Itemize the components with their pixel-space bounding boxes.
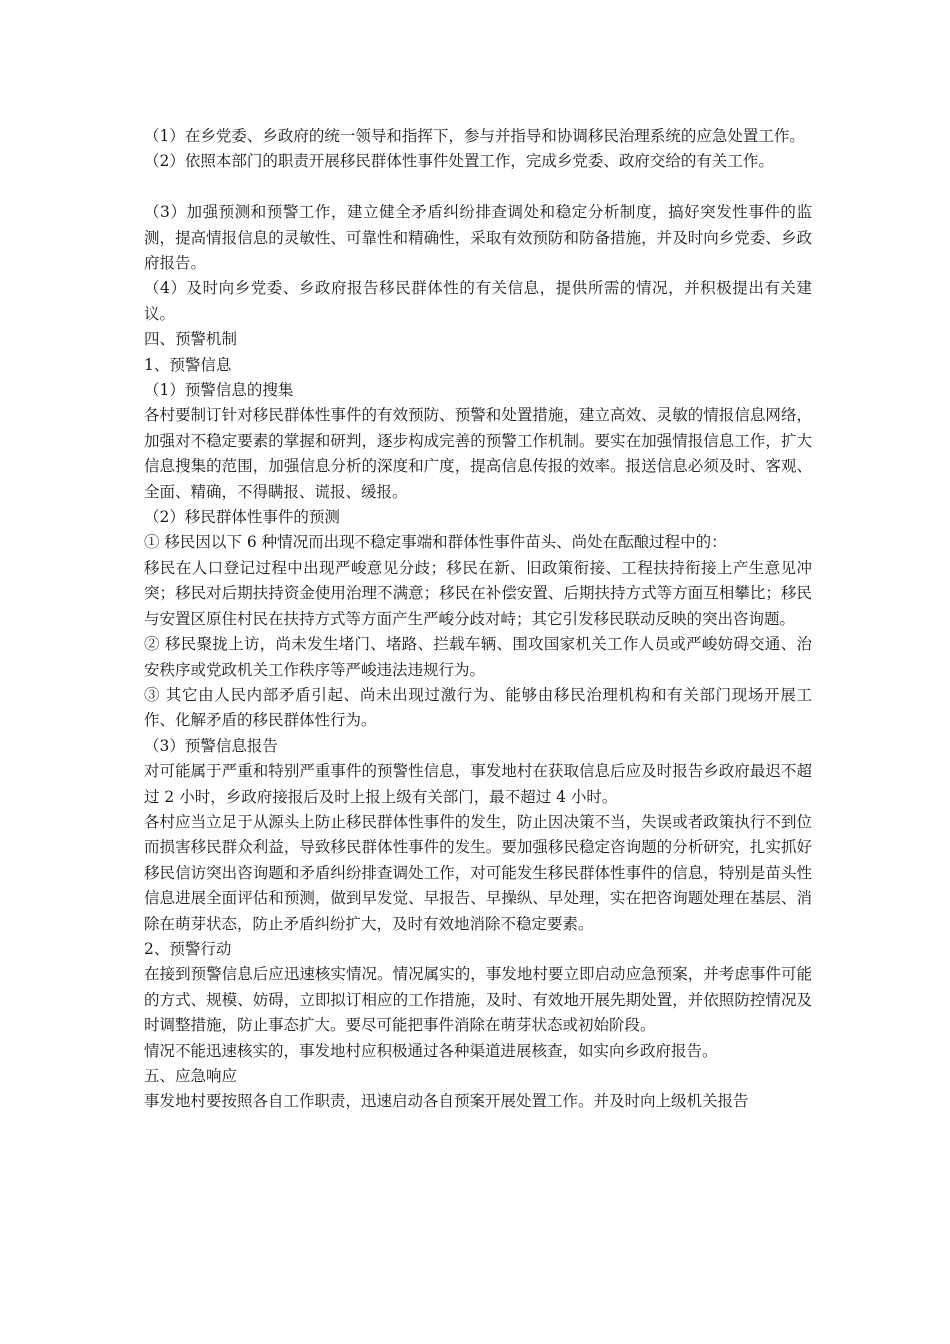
paragraph-duty-2: （2）依照本部门的职责开展移民群体性事件处置工作，完成乡党委、政府交给的有关工作。: [144, 152, 774, 171]
paragraph-verification: 情况不能迅速核实的，事发地村应积极通过各种渠道进展核查，如实向乡政府报告。: [144, 1041, 718, 1060]
paragraph-duty-4: （4）及时向乡党委、乡政府报告移民群体性的有关信息，提供所需的情况，并积极提出有关建议。: [144, 279, 812, 323]
subheading-warning-action: 2、预警行动: [144, 939, 232, 958]
subheading-info-report: （3）预警信息报告: [144, 736, 278, 755]
paragraph-info-collection: 各村要制订针对移民群体性事件的有效预防、预警和处置措施，建立高效、灵敏的情报信息网络，加强对不稳定要素的掌握和研判，逐步构成完善的预警工作机制。要实在加强情报信息工作，扩大信息搜集的范围，加强信息分析的深度和广度，提高信息传报的效率。报送信息必须及时、客观、全面、精确，不得瞒报、谎报、缓报。: [144, 406, 812, 501]
paragraph-prediction-item-3: ③ 其它由人民内部矛盾引起、尚未出现过激行为、能够由移民治理机构和有关部门现场开展工作、化解矛盾的移民群体性行为。: [144, 685, 812, 730]
blank-line: [144, 175, 812, 200]
paragraph-prediction-detail: 移民在人口登记过程中出现严峻意见分歧；移民在新、旧政策衔接、工程扶持衔接上产生意见冲突；移民对后期扶持资金使用治理不满意；移民在补偿安置、后期扶持方式等方面互相攀比；移民与安置区原住村民在扶持方式等方面产生严峻分歧对峙；其它引发移民联动反映的突出咨询题。: [144, 558, 812, 628]
paragraph-warning-action: 在接到预警信息后应迅速核实情况。情况属实的，事发地村要立即启动应急预案，并考虑事件可能的方式、规模、妨碍，立即拟订相应的工作措施，及时、有效地开展先期处置，并依照防控情况及时调整措施，防止事态扩大。要尽可能把事件消除在萌芽状态或初始阶段。: [144, 965, 812, 1035]
paragraph-report-timing: 对可能属于严重和特别严重事件的预警性信息，事发地村在获取信息后应及时报告乡政府最迟不超过 2 小时，乡政府接报后及时上报上级有关部门，最不超过 4 小时。: [144, 762, 812, 806]
paragraph-duty-1: （1）在乡党委、乡政府的统一领导和指挥下，参与并指导和协调移民治理系统的应急处置工作。: [144, 127, 805, 145]
paragraph-source-prevention: 各村应当立足于从源头上防止移民群体性事件的发生，防止因决策不当，失误或者政策执行不到位而损害移民群众利益，导致移民群体性事件的发生。要加强移民稳定咨询题的分析研究，扎实抓好移民信访突出咨询题和矛盾纠纷排查调处工作，对可能发生移民群体性事件的信息，特别是苗头性信息进展全面评估和预测，做到早发觉、早报告、早操纵、早处理，实在把咨询题处理在基层、消除在萌芽状态，防止矛盾纠纷扩大，及时有效地消除不稳定要素。: [144, 812, 812, 933]
subheading-warning-info: 1、预警信息: [144, 355, 232, 374]
paragraph-prediction-item-2: ② 移民聚拢上访，尚未发生堵门、堵路、拦载车辆、围攻国家机关工作人员或严峻妨碍交通、治安秩序或党政机关工作秩序等严峻违法违规行为。: [144, 635, 812, 679]
paragraph-duty-3: （3）加强预测和预警工作，建立健全矛盾纠纷排查调处和稳定分析制度，搞好突发性事件的监测，提高情报信息的灵敏性、可靠性和精确性，采取有效预防和防备措施，并及时向乡党委、乡政府报告。: [144, 203, 812, 273]
subheading-info-collection: （1）预警信息的搜集: [144, 381, 294, 400]
paragraph-emergency-response: 事发地村要按照各自工作职责，迅速启动各自预案开展处置工作。并及时向上级机关报告: [144, 1092, 749, 1111]
paragraph-prediction-item-1: ① 移民因以下 6 种情况而出现不稳定事端和群体性事件苗头、尚处在酝酿过程中的：: [144, 533, 727, 552]
document-page: [144, 124, 812, 1115]
section-heading-warning-mechanism: 四、预警机制: [144, 330, 238, 349]
subheading-event-prediction: （2）移民群体性事件的预测: [144, 508, 340, 527]
section-heading-emergency-response: 五、应急响应: [144, 1067, 238, 1086]
